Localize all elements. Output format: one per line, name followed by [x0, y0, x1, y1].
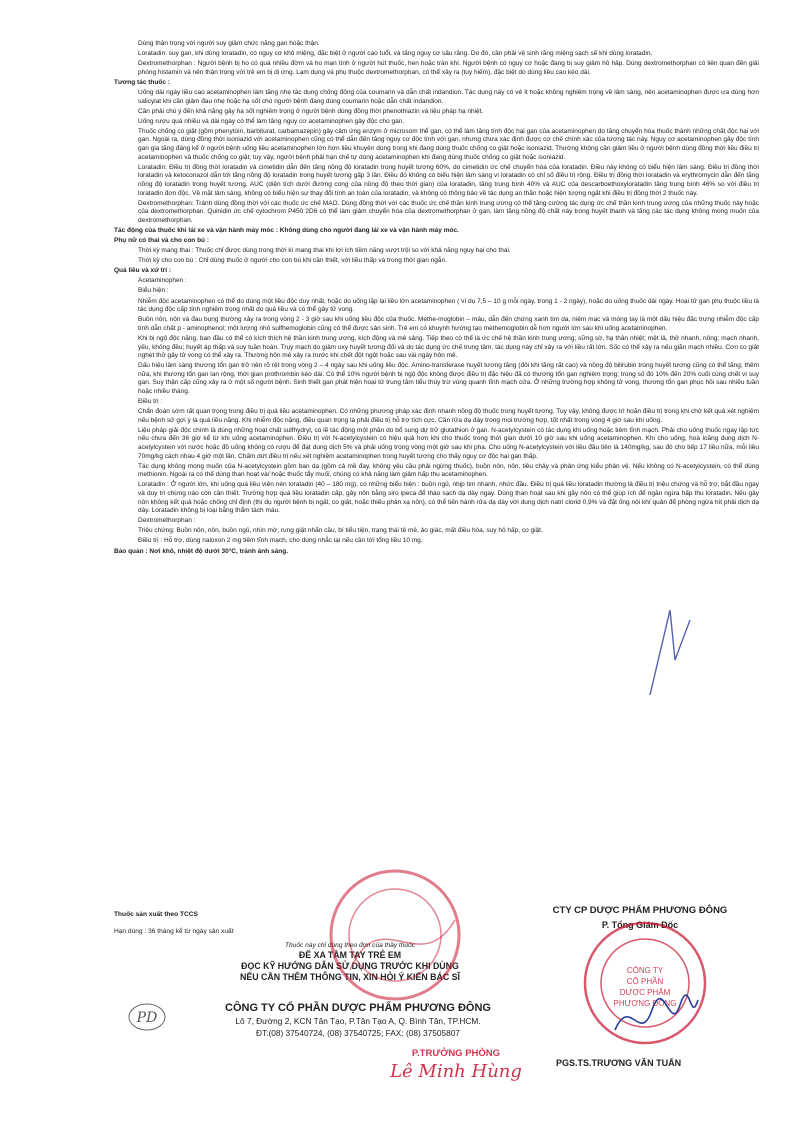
- body-paragraph: Uống dài ngày liều cao acetaminophen làm tăng nhẹ tác dụng chống đông của coumarin và dẫn chất indandion. Tác dụng này có vẻ ít hoặc không nghiêm trọng về lâm sàng, nên acetaminophen được ưa dùng hơn salicylat khi cần giảm đau nhẹ hoặc hạ sốt cho người bệnh đang dùng coumarin hoặc dẫn chất indandion.: [138, 88, 759, 105]
- body-paragraph: Dấu hiệu lâm sàng thương tổn gan trở nên rõ rệt trong vòng 2 – 4 ngày sau khi uống liều độc. Amino-transferase huyết tương tăng (đôi khi tăng rất cao) và nồng độ bilirubin trong huyết tương cũng có thể tăng; thêm nữa, khi thương tổn gan lan rộng, thời gian prothrombin kéo dài. Có thể 10% người bệnh bị ngộ độc không được điều trị đặc hiệu đã có thương tổn gan nghiêm trọng; trong số đó 10% đến 20% cuối cùng chết vì suy gan. Suy thận cấp cũng xảy ra ở một số người bệnh. Sinh thiết gan phát hiện hoại tử trung tâm tiểu thùy trừ vùng quanh tĩnh mạch cửa. Ở những trường hợp không tử vong, thương tổn gan phục hồi sau nhiều tuần hoặc nhiều tháng.: [138, 362, 759, 395]
- warning-read-instructions: ĐỌC KỸ HƯỚNG DẪN SỬ DỤNG TRƯỚC KHI DÙNG: [241, 961, 459, 971]
- svg-text:PD: PD: [136, 1010, 158, 1026]
- body-paragraph: Triệu chứng: Buồn nôn, nôn, buồn ngủ, nhìn mờ, rung giật nhãn cầu, bí tiểu tiện, trạng thái tê mê, ảo giác, mất điều hòa, suy hô hấp, co giật.: [138, 527, 543, 535]
- margin-signature-icon: [640, 600, 700, 700]
- body-paragraph: Loratadin: suy gan, khi dùng loratadin, có nguy cơ khô miệng, đặc biệt ở người cao tuổi, và tăng nguy cơ sâu răng. Do đó, cần phải vệ sinh răng miệng sạch sẽ khi dùng loratadin.: [138, 50, 653, 58]
- svg-text:CỔ PHẦN: CỔ PHẦN: [626, 977, 664, 986]
- body-paragraph: Thuốc chống co giật (gồm phenytoin, barbiturat, carbamazepin) gây cảm ứng enzym ở microsom thể gan, có thể làm tăng tính độc hại gan của acetaminophen do tăng chuyển hóa thuốc thành những chất độc hại với gan. Ngoài ra, dùng đồng thời isoniazid với acetaminophen cũng có thể dẫn đến tăng nguy cơ độc tính với gan, nhưng chưa xác định được cơ chế chính xác của tương tác này. Nguy cơ acetaminophen gây độc tính gan gia tăng đáng kể ở người bệnh uống liều acetaminophen lớn hơn liều khuyên dùng trong khi đang dùng thuốc chống co giật hoặc isoniazid. Thường không cần giảm liều ở người bệnh dùng đồng thời liều điều trị acetaminophen và thuốc chống co giật; tuy vậy, người bệnh phải hạn chế tự dùng acetaminophen khi đang dùng thuốc chống co giật hoặc isoniazid.: [138, 127, 759, 161]
- footer-company-name: CÔNG TY CỔ PHẦN DƯỢC PHẨM PHƯƠNG ĐÔNG: [225, 1002, 491, 1014]
- body-paragraph: Loratadin: Điều trị đồng thời loratadin và cimetidin dẫn đến tăng nồng độ loratadin trong huyết tương 60%, do cimetidin ức chế chuyển hóa của loratadin. Điều này không có biểu hiện lâm sàng. Điều trị đồng thời loratadin và ketoconazol dẫn tới tăng nồng độ loratadin trong huyết tương gấp 3 lần. Điều đó không có biểu hiện lâm sàng vì loratadin có chỉ số điều trị rộng. Điều trị đồng thời loratadin và erythromycin dẫn đến tăng nồng độ loratadin trong huyết tương. AUC (diện tích dưới đường cong của nồng độ theo thời gian) của loratadin, tăng trung bình 40% và AUC của descarboethoxyloratadin tăng trung bình 46% so với điều trị loratadin đơn độc. Về mặt lâm sàng, không có biểu hiện sự thay đổi tính an toàn của loratadin, và không có thông báo về tác dụng an thần hoặc hiện tượng ngất khi điều trị đồng thời 2 thuốc này.: [138, 163, 759, 197]
- footer-phone-fax: ĐT:(08) 37540724, (08) 37540725; FAX: (08) 37505807: [256, 1028, 460, 1038]
- department-head-name: Lê Minh Hùng: [390, 1061, 522, 1082]
- company-logo-icon: [128, 1002, 166, 1032]
- section-heading: Bảo quản : Nơi khô, nhiệt độ dưới 30°C, tránh ánh sáng.: [114, 547, 289, 555]
- company-signoff-name: CTY CP DƯỢC PHẨM PHƯƠNG ĐÔNG: [552, 905, 728, 916]
- body-paragraph: Dextromethorphan : Người bệnh bị ho có quá nhiều đờm và ho mạn tính ở người hút thuốc, hen hoặc tràn khí. Người bệnh có nguy cơ hoặc đang bị suy giảm hô hấp. Dùng dextromethorphan có liên quan đến giải phóng histamin và nên thận trọng với trẻ em bị dị ứng. Lạm dụng và phụ thuộc dextromethorphan, có thể xảy ra (tuy hiếm), đặc biệt do dùng liều cao kéo dài.: [138, 60, 759, 76]
- body-paragraph: Khi bị ngộ độc nặng, ban đầu có thể có kích thích hệ thần kinh trung ương, kích động và mê sảng. Tiếp theo có thể là ức chế hệ thần kinh trung ương; sững sờ, hạ thân nhiệt; mệt lả, thở nhanh, nông; mạch nhanh, yếu, không đều; huyết áp thấp và suy tuần hoàn. Trụy mạch do giảm oxy huyết tương đối và do tác dụng ức chế trung tâm, tác dụng này chỉ xảy ra với liều rất lớn. Sốc có thể xảy ra nếu giãn mạch nhiều. Cơn co giật nghẹt thở gây tử vong có thể xảy ra. Thường hôn mê xảy ra trước khi chết đột ngột hoặc sau vài ngày hôn mê.: [138, 334, 759, 360]
- department-head-stamp: [356, 1048, 556, 1082]
- body-paragraph: Điều trị : Hỗ trợ, dùng naloxon 2 mg tiêm tĩnh mạch, cho dùng nhắc lại nếu cần tới tổng liều 10 mg.: [138, 537, 423, 545]
- director-name: PGS.TS.TRƯƠNG VĂN TUẤN: [556, 1058, 682, 1068]
- section-heading: Quá liều và xử trí :: [114, 267, 172, 275]
- body-paragraph: Dextromethorphan: Tránh dùng đồng thời với các thuốc ức chế MAO. Dùng đồng thời với các thuốc ức chế thần kinh trung ương có thể tăng cường tác dụng ức chế thần kinh trung ương của những thuốc này hoặc của dextromethorphan. Quinidin ức chế cytochrom P450 2D6 có thể làm giảm chuyển hóa của dextromethorphan ở gan, làm tăng nồng độ chất này trong huyết thanh và tăng các tác dụng không mong muốn của dextromethorphan.: [138, 199, 759, 224]
- warning-children: ĐỂ XA TẦM TAY TRẺ EM: [298, 950, 402, 960]
- body-paragraph: Uống rượu quá nhiều và dài ngày có thể làm tăng nguy cơ acetaminophen gây độc cho gan.: [138, 117, 405, 125]
- body-paragraph: Điều trị :: [138, 398, 163, 406]
- section-heading: Tác động của thuốc khi lái xe và vận hành máy móc : Không dùng cho người đang lái xe và vận hành máy móc.: [114, 226, 459, 234]
- section-heading: Phụ nữ có thai và cho con bú :: [114, 236, 209, 244]
- body-paragraph: Dùng thận trọng với người suy giảm chức năng gan hoặc thận.: [138, 40, 320, 47]
- body-paragraph: Biểu hiện :: [138, 287, 169, 295]
- prescription-note: Thuốc này chỉ dùng theo đơn của thầy thuốc: [284, 942, 416, 949]
- body-paragraph: Loratadin : Ở người lớn, khi uống quá liều viên nén loratadin (40 – 180 mg), có những biểu hiện : buồn ngủ, nhịp tim nhanh, nhức đầu. Điều trị quá liều loratadin thường là điều trị triệu chứng và hỗ trợ, bắt đầu ngay và duy trì chừng nào còn cần thiết. Trường hợp quá liều loratadin cấp, gây nôn bằng siro ipeca để tháo sạch dạ dày ngay. Dùng than hoạt sau khi gây nôn có thể giúp ích để ngăn ngừa hấp thu loratadin. Nếu gây nôn không kết quả hoặc chống chỉ định (thí dụ người bệnh bị ngất, co giật, hoặc thiếu phản xạ nôn), có thể tiến hành rửa dạ dày với dung dịch natri clorid 0,9% và đặt ống nội khí quản để phòng ngừa hít phải dịch dạ dày. Loratadin không bị loại bằng thẩm tách máu.: [138, 481, 759, 515]
- expiry-line: Hạn dùng : 36 tháng kể từ ngày sản xuất: [114, 928, 234, 935]
- leaflet-body-text: [114, 40, 759, 558]
- tccs-line: Thuốc sản xuất theo TCCS: [114, 911, 198, 918]
- body-paragraph: Buồn nôn, nôn và đau bụng thường xảy ra trong vòng 2 - 3 giờ sau khi uống liều độc của thuốc. Methe-moglobin – máu, dẫn đến chứng xanh tím da, niêm mạc và móng tay là một dấu hiệu đặc trưng nhiễm độc cấp tính dẫn chất p - aminophenol; một lượng nhỏ sulfhemoglobin cũng có thể được sản sinh. Trẻ em có khuynh hướng tạo methemoglobin dễ hơn người lớn sau khi uống acetaminophen.: [138, 316, 759, 332]
- body-paragraph: Nhiễm độc acetaminophen có thể do dùng một liều độc duy nhất, hoặc do uống lặp lại liều lớn acetaminophen ( ví dụ 7,5 – 10 g mỗi ngày, trong 1 - 2 ngày), hoặc do uống thuốc dài ngày. Hoại tử gan phụ thuộc liều là tác dụng độc cấp tính nghiêm trọng nhất do quá liều và có thể gây tử vong.: [138, 297, 759, 314]
- body-paragraph: Thời kỳ cho con bú : Chỉ dùng thuốc ở người cho con bú khi cần thiết, với liều thấp và trong thời gian ngắn.: [138, 257, 447, 265]
- company-signoff-title: P. Tổng Giám Đốc: [601, 920, 679, 930]
- red-seal-stamp-icon: [320, 860, 470, 1010]
- svg-text:CÔNG TY: CÔNG TY: [626, 966, 664, 975]
- warning-ask-doctor: NẾU CẦN THÊM THÔNG TIN, XIN HỎI Ý KIẾN BÁC SĨ: [240, 972, 460, 982]
- svg-text:DƯỢC PHẨM: DƯỢC PHẨM: [619, 988, 671, 997]
- director-signature-icon: [610, 990, 700, 1050]
- svg-text:PHƯƠNG ĐÔNG: PHƯƠNG ĐÔNG: [613, 999, 677, 1008]
- body-paragraph: Cần phải chú ý đến khả năng gây hạ sốt nghiêm trọng ở người bệnh dùng đồng thời phenothiazin và liệu pháp hạ nhiệt.: [138, 107, 484, 115]
- body-paragraph: Chẩn đoán sớm rất quan trọng trong điều trị quá liều acetaminophen. Có những phương pháp xác định nhanh nồng độ thuốc trong huyết tương. Tuy vậy, không được trì hoãn điều trị trong khi chờ kết quả xét nghiệm nếu bệnh sử gợi ý là quá liều nặng. Khi nhiễm độc nặng, điều quan trọng là phải điều trị hỗ trợ tích cực. Cần rửa dạ dày trong mọi trường hợp, tốt nhất trong vòng 4 giờ sau khi uống.: [138, 408, 759, 424]
- body-paragraph: Acetaminophen :: [138, 277, 187, 285]
- body-paragraph: Tác dụng không mong muốn của N-acetylcystein gồm ban da (gồm cả mề đay, không yêu cầu phải ngừng thuốc), buồn nôn, nôn, tiêu chảy và phản ứng kiểu phản vệ. Nếu không có N-acetylcystein, có thể dùng methionin. Ngoài ra có thể dùng than hoạt và/ hoặc thuốc tẩy muối, chúng có khả năng làm giảm hấp thu acetaminophen.: [138, 462, 759, 479]
- body-paragraph: Liệu pháp giải độc chính là dùng những hoạt chất sulfhydryl, có lẽ tác động một phần do bổ sung dự trữ glutathion ở gan. N-acetylcystein có tác dụng khi uống hoặc tiêm tĩnh mạch. Phải cho uống thuốc ngay lập tức nếu chưa đến 36 giờ kể từ khi uống acetaminophen. Điều trị với N-acetylcystein có hiệu quả hơn khi cho thuốc trong thời gian dưới 10 giờ sau khi uống acetaminophen. Khi cho uống, hoà loãng dung dịch N-acetylcystein với nước hoặc đồ uống không có rượu để đạt dung dịch 5% và phải uống trong vòng một giờ sau khi pha. Cho uống N-acetylcystein với liều đầu tiên là 140mg/kg, sau đó cho tiếp 17 liều nữa, mỗi liều 70mg/kg cách nhau 4 giờ một lần. Chấm dứt điều trị nếu xét nghiệm acetaminophen trong huyết tương cho thấy nguy cơ độc hại gan thấp.: [138, 426, 759, 460]
- body-paragraph: Dextromethorphan :: [138, 517, 196, 525]
- department-head-role: P.TRƯỞNG PHÒNG: [411, 1048, 501, 1059]
- body-paragraph: Thời kỳ mang thai : Thuốc chỉ được dùng trong thời kì mang thai khi lợi ích tiềm năng vượt trội so với khả năng nguy hại cho thai.: [138, 247, 511, 255]
- section-heading: Tương tác thuốc :: [114, 78, 170, 86]
- footer-address: Lô 7, Đường 2, KCN Tân Tạo, P.Tân Tạo A, Q. Bình Tân, TP.HCM.: [235, 1016, 481, 1026]
